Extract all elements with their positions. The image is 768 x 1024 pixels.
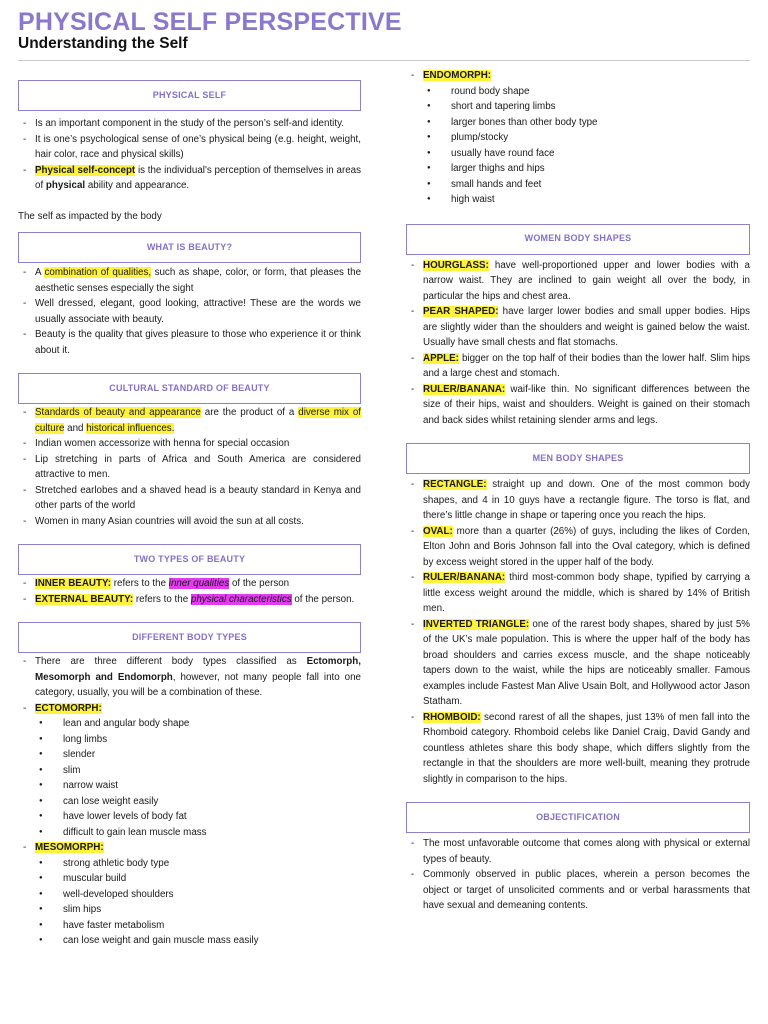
highlight-term: RHOMBOID: (423, 711, 481, 723)
list-item: ● strong athletic body type (18, 856, 361, 872)
endomorph-header (406, 68, 750, 84)
list-text: of the person (229, 578, 290, 589)
list-item: ● larger bones than other body type (406, 115, 750, 131)
physical-self-heading: PHYSICAL SELF (18, 80, 361, 111)
women-shapes-heading: WOMEN BODY SHAPES (406, 224, 750, 255)
list-item: ● narrow waist (18, 778, 361, 794)
list-item: ● muscular build (18, 871, 361, 887)
list-item: ● short and tapering limbs (406, 99, 750, 115)
list-text: of the person. (291, 593, 355, 605)
mesomorph-label: MESOMORPH: (35, 842, 104, 853)
two-types-heading: TWO TYPES OF BEAUTY (18, 544, 361, 575)
highlight-text: combination of qualities, (44, 267, 152, 278)
list-item: ● difficult to gain lean muscle mass (18, 825, 361, 841)
list-item: ● slender (18, 747, 361, 763)
list-item (406, 524, 750, 571)
beauty-heading: WHAT IS BEAUTY? (18, 232, 361, 263)
list-item (406, 382, 750, 429)
highlight-text: historical influences. (86, 422, 175, 434)
highlight-term: Physical self-concept (35, 164, 136, 176)
right-column (406, 68, 750, 914)
objectification-list (406, 836, 750, 914)
ectomorph-label: ECTOMORPH: (35, 702, 102, 714)
list-item (18, 654, 361, 701)
list-text: There are three different body types classified as (35, 656, 307, 667)
list-text: and (64, 422, 87, 434)
list-text: are the product of a (200, 407, 299, 418)
list-text: have larger lower bodies and small upper bodies. Hips are slightly wider than the shoulders and weight is gained below the waist. Usually have small chests and flat stomachs. (423, 306, 750, 348)
objectification-heading: OBJECTIFICATION (406, 802, 750, 833)
bold-text: Ectomorph, Mesomorph and Endomorph (35, 656, 361, 683)
list-item (406, 258, 750, 305)
two-types-list (18, 576, 361, 607)
list-item: ● larger thighs and hips (406, 161, 750, 177)
list-item (406, 570, 750, 617)
endomorph-list (406, 84, 750, 208)
list-text: more than a quarter (26%) of guys, including the likes of Corden, Elton John and Boris Johnson fall into the Oval category, which is defined by excess weight stored in the upper half of the body. (423, 525, 750, 568)
list-item: ● well-developed shoulders (18, 887, 361, 903)
list-text: is the individual's perception of themselves in areas of (35, 164, 362, 191)
list-item (18, 840, 361, 856)
list-text: waif-like thin. No significant differences between the size of their hips, waist and shoulders. Weight is gained on their stomach and back sides whilst retaining slender arms and legs. (423, 383, 750, 426)
men-shapes-list (406, 477, 750, 787)
list-item (18, 405, 361, 436)
highlight-term: EXTERNAL BEAUTY: (35, 593, 134, 605)
highlight-term: RULER/BANANA: (423, 383, 506, 395)
highlight-text: physical characteristics (190, 593, 292, 605)
list-item: ● lean and angular body shape (18, 716, 361, 732)
list-item (18, 701, 361, 717)
list-text: have well-proportioned upper and lower bodies with a narrow waist. They are inclined to gain weight all over the body, in particular the hips and chest area. (423, 259, 750, 302)
list-item: ● usually have round face (406, 146, 750, 162)
list-item: - Beauty is the quality that gives pleasure to those who experience it or think about it. (18, 327, 361, 358)
list-item: ● round body shape (406, 84, 750, 100)
list-text: second rarest of all the shapes, just 13% of men fall into the Rhomboid category. Rhomboid celebs like Daniel Craig, David Gandy and countless athletes share this body shape, which differs slightly from the rectangle in that the shoulders are more well-built, meaning they protrude slightly in comparison to the hips. (423, 711, 750, 785)
list-item: - Indian women accessorize with henna for special occasion (18, 436, 361, 452)
list-item (18, 592, 361, 608)
bold-text: physical (45, 180, 86, 191)
list-item: - Lip stretching in parts of Africa and South America are considered attractive to men. (18, 452, 361, 483)
list-text: one of the rarest body shapes, shared by just 5% of the UK’s male population. This is where the upper half of the body has broad shoulders and carries excess muscle, and the shape noticeably tapers down to the waist, while the hips are noticeably smaller. Famous examples include Fastest Man Alive Usain Bolt, and Hollywood actor Jason Statham. (423, 618, 750, 707)
list-item (18, 576, 361, 592)
list-item: ● have lower levels of body fat (18, 809, 361, 825)
mesomorph-list (18, 856, 361, 949)
list-item: ● high waist (406, 192, 750, 208)
page-subtitle: Understanding the Self (18, 35, 188, 52)
women-shapes-list (406, 258, 750, 429)
list-text: refers to the (111, 578, 169, 589)
cultural-heading: CULTURAL STANDARD OF BEAUTY (18, 373, 361, 404)
list-item (18, 265, 361, 296)
ectomorph-list (18, 716, 361, 840)
left-column (18, 80, 361, 949)
body-types-heading: DIFFERENT BODY TYPES (18, 622, 361, 653)
highlight-term: INVERTED TRIANGLE: (423, 618, 530, 630)
list-item: ● plump/stocky (406, 130, 750, 146)
list-item (406, 710, 750, 788)
cultural-list (18, 405, 361, 529)
list-item: ● can lose weight and gain muscle mass easily (18, 933, 361, 949)
list-item: ● small hands and feet (406, 177, 750, 193)
mesomorph-header (18, 840, 361, 856)
list-item: - The most unfavorable outcome that comes along with physical or external types of beauty. (406, 836, 750, 867)
highlight-term: PEAR SHAPED: (423, 306, 499, 317)
list-item (18, 163, 361, 194)
body-impact-note: The self as impacted by the body (18, 210, 162, 222)
highlight-term: RECTANGLE: (423, 479, 487, 490)
physical-self-list (18, 116, 361, 194)
list-text: A (35, 267, 45, 278)
body-types-list (18, 654, 361, 716)
highlight-term: OVAL: (423, 525, 453, 537)
highlight-term: APPLE: (423, 352, 459, 364)
list-text: third most-common body shape, typified by carrying a little excess weight around the middle, which is shared by 14% of British men. (423, 572, 750, 614)
highlight-text: diverse mix of culture (35, 407, 362, 434)
list-text: bigger on the top half of their bodies than the lower half. Slim hips and a large chest and stomach. (423, 352, 750, 379)
header-divider (18, 60, 750, 61)
list-item: - Stretched earlobes and a shaved head is a beauty standard in Kenya and other parts of the world (18, 483, 361, 514)
list-item: ● slim (18, 763, 361, 779)
list-item: ● have faster metabolism (18, 918, 361, 934)
list-text: ability and appearance. (85, 180, 190, 191)
beauty-list (18, 265, 361, 358)
highlight-term: HOURGLASS: (423, 259, 489, 271)
list-item (406, 617, 750, 710)
highlight-text: Standards of beauty and appearance (35, 407, 201, 418)
list-item (406, 351, 750, 382)
list-text: refers to the (133, 593, 191, 605)
list-item: ● slim hips (18, 902, 361, 918)
list-item: ● long limbs (18, 732, 361, 748)
list-item (406, 68, 750, 84)
list-text: such as shape, color, or form, that pleases the aesthetic senses especially the sight (35, 267, 362, 294)
list-item: - Well dressed, elegant, good looking, attractive! These are the words we usually associate with beauty. (18, 296, 361, 327)
page-title: PHYSICAL SELF PERSPECTIVE (18, 8, 402, 36)
list-item: - It is one’s psychological sense of one’s physical being (e.g. height, weight, hair color, race and physical skills) (18, 132, 361, 163)
list-item: - Women in many Asian countries will avoid the sun at all costs. (18, 514, 361, 530)
list-text: straight up and down. One of the most common body shapes, and 4 in 10 guys have a rectangle figure. The torso is flat, and there’s little change in shape or tapering once you reach the hips. (423, 479, 750, 521)
highlight-term: RULER/BANANA: (423, 572, 506, 583)
list-text: , however, not many people fall into one category, usually, you will be a combination of these. (35, 671, 361, 698)
men-shapes-heading: MEN BODY SHAPES (406, 443, 750, 474)
list-item: - Commonly observed in public places, wherein a person becomes the object or target of unsolicited comments and or verbal harassments that have sexual and demeaning contents. (406, 867, 750, 914)
list-item: - Is an important component in the study of the person’s self-and identity. (18, 116, 361, 132)
list-item (406, 304, 750, 351)
list-item: ● can lose weight easily (18, 794, 361, 810)
highlight-term: INNER BEAUTY: (35, 578, 112, 589)
list-item (406, 477, 750, 524)
endomorph-label: ENDOMORPH: (423, 70, 492, 81)
highlight-text: inner qualities (168, 578, 230, 589)
